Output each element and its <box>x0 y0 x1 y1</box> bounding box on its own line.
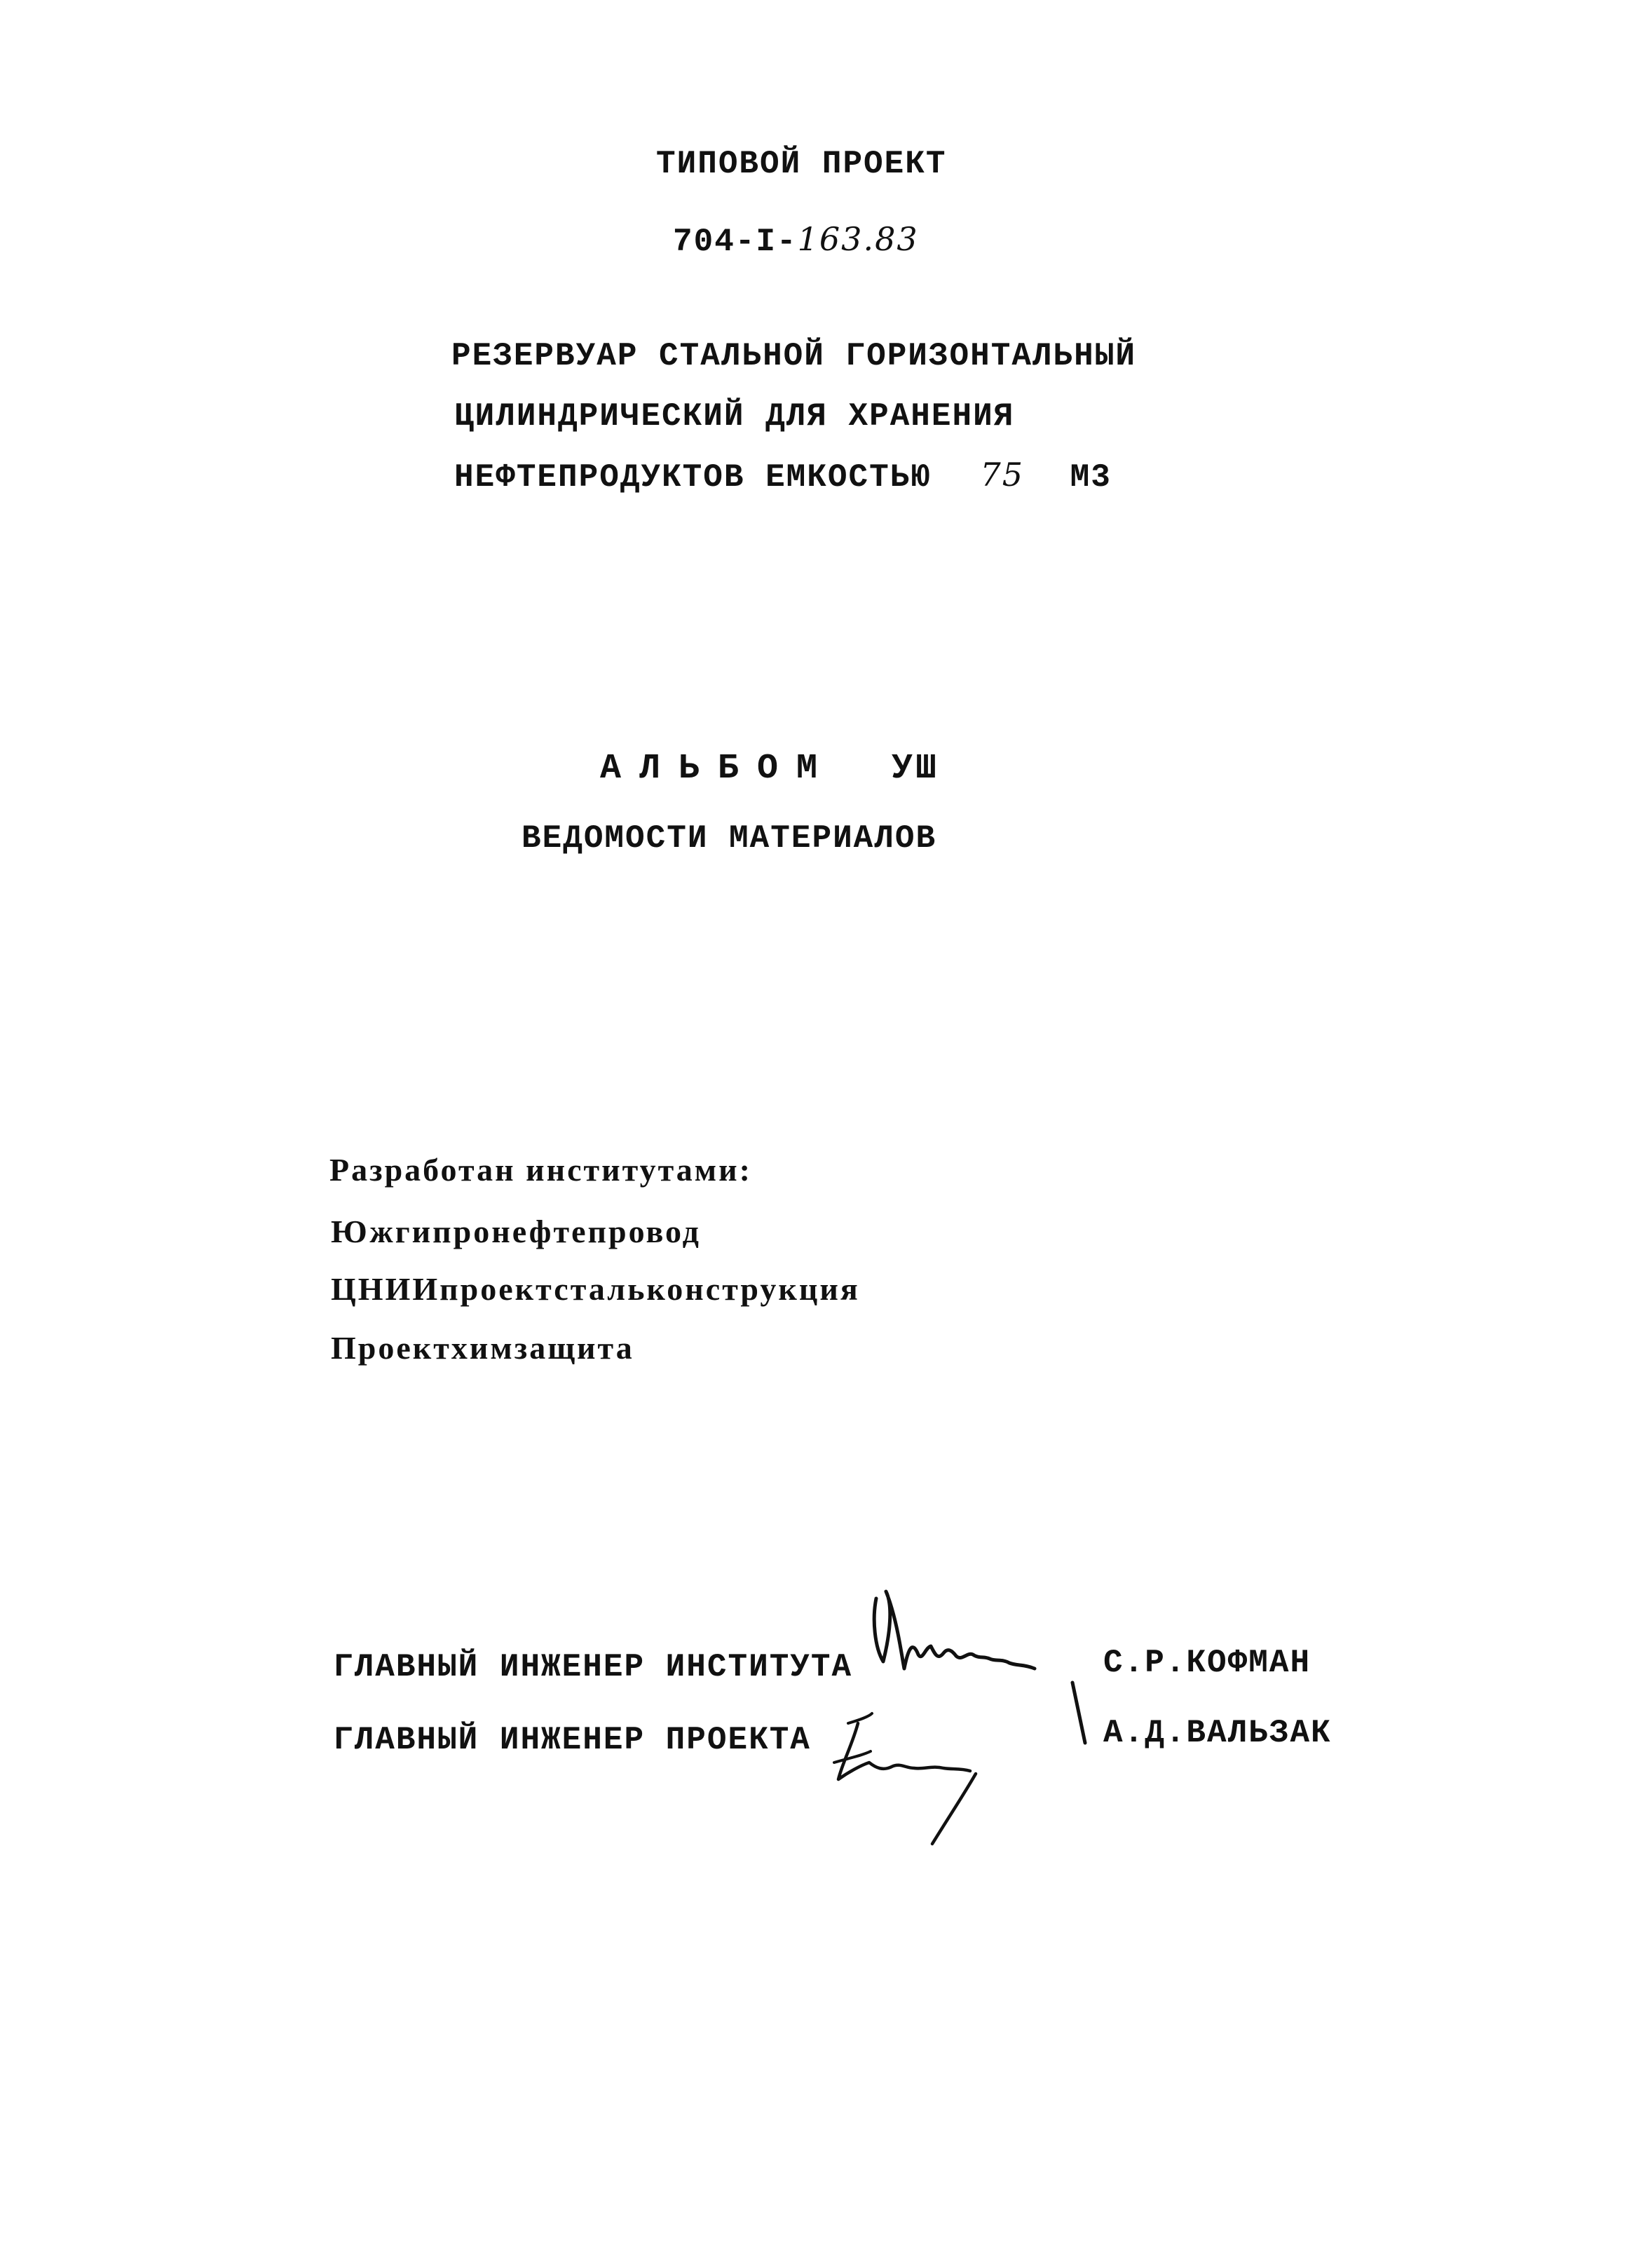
project-number-handwritten: 163.83 <box>797 220 919 258</box>
tank-volume: 75 <box>980 456 1025 494</box>
developer-item: ЦНИИпроектстальконструкция <box>331 1271 860 1307</box>
signature-role: ГЛАВНЫЙ ИНЖЕНЕР ИНСТИТУТА <box>334 1649 853 1685</box>
developer-item: Южгипронефтепровод <box>331 1214 701 1249</box>
title-line-3-text: НЕФТЕПРОДУКТОВ ЕМКОСТЬЮ <box>454 459 932 496</box>
developers-heading: Разработан институтами: <box>329 1152 752 1188</box>
tank-volume-unit: М3 <box>1070 459 1112 496</box>
album-subtitle: ВЕДОМОСТИ МАТЕРИАЛОВ <box>522 820 937 857</box>
project-number-prefix: 704-I- <box>673 224 798 260</box>
handwritten-signature-valzak <box>827 1695 995 1849</box>
album-number: УШ <box>892 749 940 789</box>
title-line-1: РЕЗЕРВУАР СТАЛЬНОЙ ГОРИЗОНТАЛЬНЫЙ <box>451 338 1136 374</box>
album-label: АЛЬБОМ <box>600 749 836 789</box>
project-type-label: ТИПОВОЙ ПРОЕКТ <box>656 146 947 182</box>
project-number <box>673 220 919 260</box>
title-line-3 <box>454 456 1112 496</box>
signature-name: А.Д.ВАЛЬЗАК <box>1103 1715 1332 1751</box>
title-line-2: ЦИЛИНДРИЧЕСКИЙ ДЛЯ ХРАНЕНИЯ <box>454 398 1015 435</box>
album-heading <box>600 749 939 789</box>
developer-item: Проектхимзащита <box>331 1330 634 1366</box>
signature-role: ГЛАВНЫЙ ИНЖЕНЕР ПРОЕКТА <box>334 1722 811 1758</box>
signature-name: С.Р.КОФМАН <box>1103 1645 1311 1681</box>
